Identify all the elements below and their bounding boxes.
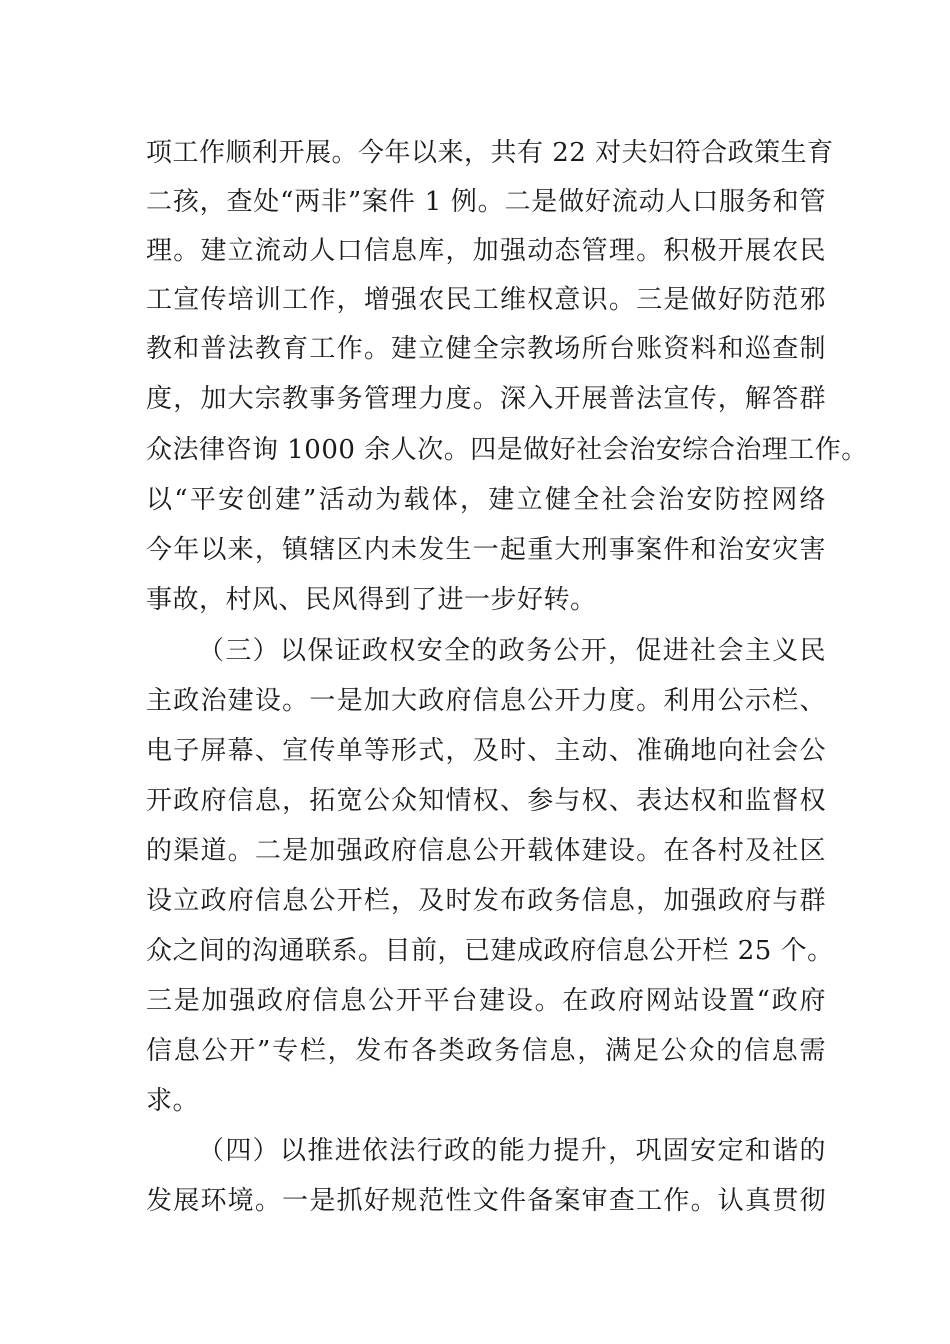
text-line: 信息公开”专栏，发布各类政务信息，满足公众的信息需 — [146, 1036, 826, 1066]
text-line: 求。 — [146, 1086, 200, 1116]
text-line: 三是加强政府信息公开平台建设。在政府网站设置“政府 — [146, 986, 826, 1016]
section-heading-three: （三）以保证政权安全的政务公开，促进社会主义民 — [198, 636, 826, 666]
text-line: 二孩，查处“两非”案件 1 例。二是做好流动人口服务和管 — [146, 187, 826, 217]
text-line: 教和普法教育工作。建立健全宗教场所台账资料和巡查制 — [146, 334, 826, 364]
text-line: 以“平安创建”活动为载体，建立健全社会治安防控网络 — [146, 485, 826, 515]
text-line: 的渠道。二是加强政府信息公开载体建设。在各村及社区 — [146, 836, 826, 866]
text-line: 电子屏幕、宣传单等形式，及时、主动、准确地向社会公 — [146, 736, 826, 766]
text-line: 众法律咨询 1000 余人次。四是做好社会治安综合治理工作。 — [146, 435, 868, 465]
text-line: 理。建立流动人口信息库，加强动态管理。积极开展农民 — [146, 236, 826, 266]
text-line: 度，加大宗教事务管理力度。深入开展普法宣传，解答群 — [146, 384, 826, 414]
text-line: 事故，村风、民风得到了进一步好转。 — [146, 585, 597, 615]
text-line: 开政府信息，拓宽公众知情权、参与权、表达权和监督权 — [146, 786, 826, 816]
text-line: 今年以来，镇辖区内未发生一起重大刑事案件和治安灾害 — [146, 535, 826, 565]
text-line: 工宣传培训工作，增强农民工维权意识。三是做好防范邪 — [146, 285, 826, 315]
text-line: 主政治建设。一是加大政府信息公开力度。利用公示栏、 — [146, 686, 826, 716]
text-line: 发展环境。一是抓好规范性文件备案审查工作。认真贯彻 — [146, 1186, 826, 1216]
text-line: 设立政府信息公开栏，及时发布政务信息，加强政府与群 — [146, 886, 826, 916]
section-heading-four: （四）以推进依法行政的能力提升，巩固安定和谐的 — [198, 1136, 826, 1166]
text-line: 众之间的沟通联系。目前，已建成政府信息公开栏 25 个。 — [146, 936, 834, 966]
text-line: 项工作顺利开展。今年以来，共有 22 对夫妇符合政策生育 — [146, 138, 834, 168]
